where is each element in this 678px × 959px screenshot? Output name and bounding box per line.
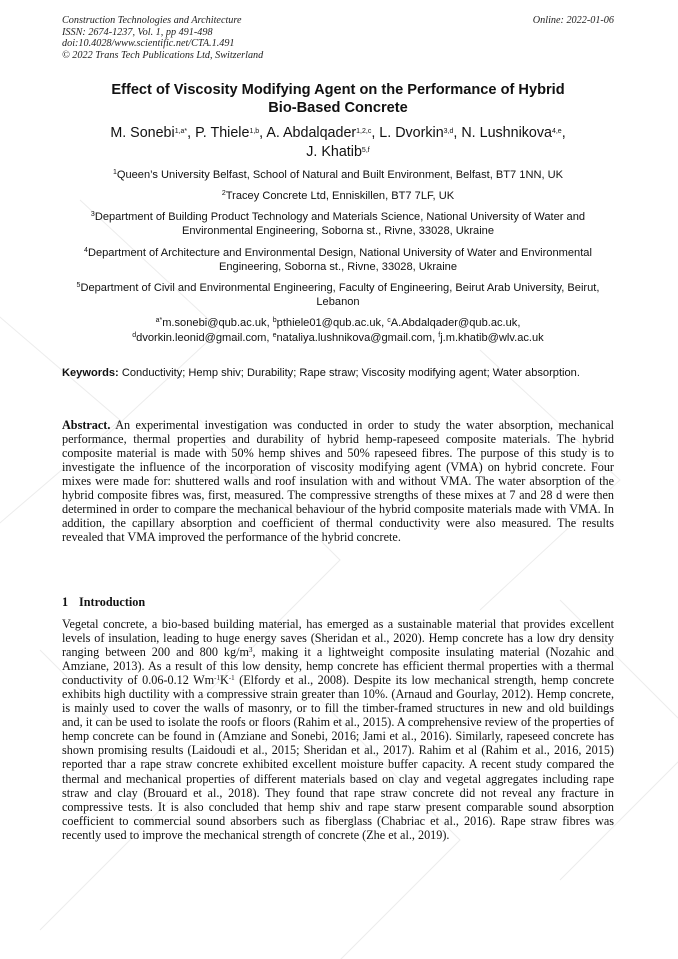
affiliation-3: $^3$Department of Building Product Technology and Materials Science, National University of Water and Environmental Engineering, Soborna st., Rivne, 33028, Ukraine xyxy=(90,211,586,238)
introduction-paragraph: Vegetal concrete, a bio-based building material, has emerged as a sustainable material that provides excellent levels of insulation, leading to huge energy saves (Sheridan et al., 2020). Hemp concrete has a low dry density ranging between 200 and 800 $kg/m^3$, making it a lightweight composite insulating material (Nozahic and Amziane, 2013). As a result of this low density, hemp concrete has efficient thermal properties with a thermal conductivity of 0.06-0.12 $Wm^{-1}K^{-1}$ (Elfordy et al., 2008). Despite its low mechanical strength, hemp concrete exhibits high ductility with a compressive strain greater than 10%. (Arnaud and Gourlay, 2012). Hemp concrete, is mainly used to cover the walls of masonry, or to fill the timber-framed structures in new and old buildings and, it can be used to isolate the roofs or floors (Rahim et al., 2015). A comprehensive review of the properties of hemp concrete can be found in (Amziane and Sonebi, 2016; Jami et al., 2016). Similarly, rapeseed concrete has shown promising results (Laidoudi et al., 2015; Sheridan et al., 2017). Rahim et al (Rahim et al., 2016, 2015) reported thar a rape straw concrete exhibited excellent moisture buffer capacity. A recent study compared the thermal and mechanical properties of different materials based on clay and vegetal aggregates including rape straw and clay (Brouard et al., 2018). They found that rape straw concrete did not reveal any fracture in compressive tests. It is also concluded that hemp shiv and rape starw present comparable sound absorption coefficient to commercial sound absorbers such as fiberglass (Chabriac et al., 2016). Rape straw fibres was recently used to improve the mechanical strength of concrete (Zhe et al., 2019). xyxy=(62,617,615,842)
author: N. Lushnikova$^{4,e}$, xyxy=(461,125,566,141)
email: $^{a*}$m.sonebi@qub.ac.uk xyxy=(155,317,267,329)
email-list: $^{a*}$m.sonebi@qub.ac.uk, $^b$pthiele01@qub.ac.uk, $^c$A.Abdalqader@qub.ac.uk, $^d$dvorkin.leonid@gmail.com, $^e$nataliya.lushnikova@gmail.com, $^f$j.m.khatib@wlv.ac.uk xyxy=(132,317,544,344)
email: $^e$nataliya.lushnikova@gmail.com xyxy=(272,331,433,344)
author: J. Khatib$^{5,f}$ xyxy=(306,143,370,160)
affiliation-5: $^5$Department of Civil and Environmental Engineering, Faculty of Engineering, Beirut Arab University, Beirut, Lebanon xyxy=(76,282,600,309)
abstract-label: Abstract. xyxy=(62,418,111,432)
affiliation-4: $^4$Department of Architecture and Environmental Design, National University of Water and Environmental Engineering, Soborna st., Rivne, 33028, Ukraine xyxy=(84,247,592,274)
doi: doi:10.4028/www.scientific.net/CTA.1.491 xyxy=(62,38,235,50)
email: $^f$j.m.khatib@wlv.ac.uk xyxy=(438,331,544,344)
keywords-label: Keywords: xyxy=(62,367,119,379)
online-date: Online: 2022-01-06 xyxy=(532,15,614,26)
section-number: 1 xyxy=(62,595,69,609)
keywords-text: Conductivity; Hemp shiv; Durability; Rape straw; Viscosity modifying agent; Water absorption. xyxy=(121,367,580,379)
email: $^c$A.Abdalqader@qub.ac.uk xyxy=(387,317,518,329)
author-list xyxy=(62,124,614,161)
title-line-1: Effect of Viscosity Modifying Agent on the Performance of Hybrid xyxy=(111,82,565,98)
author: P. Thiele$^{1,b}$, xyxy=(195,125,267,141)
issn: ISSN: 2674-1237, Vol. 1, pp 491-498 xyxy=(62,26,213,38)
section-title: Introduction xyxy=(79,595,146,609)
journal-header xyxy=(62,15,263,62)
abstract xyxy=(62,418,614,544)
copyright: © 2022 Trans Tech Publications Ltd, Switzerland xyxy=(62,50,264,62)
email: $^d$dvorkin.leonid@gmail.com xyxy=(132,331,267,344)
author: A. Abdalqader$^{1,2,c}$, xyxy=(266,125,380,141)
section-heading xyxy=(62,595,145,610)
author: M. Sonebi$^{1,a*}$, xyxy=(110,125,196,141)
title-line-2: Bio-Based Concrete xyxy=(268,100,408,116)
abstract-text: An experimental investigation was conducted in order to study the water absorption, mechanical performance, thermal properties and durability of hybrid hemp-rapeseed composite materials. The hybrid composite material is made with 50% hemp shives and 50% rapeseed fibres. The purpose of this study is to investigate the influence of the incorporation of viscosity modifying agent (VMA) on hybrid concrete. Four mixes were made for: shuttered walls and roof insulation with and without VMA. The water absorption of the hybrid composite fibres was, first, measured. The compressive strengths of these mixes at 7 and 28 d were then determined in order to compare the mechanical behaviour of the hybrid composite materials made with VMA. In addition, the capillary absorption and coefficient of thermal conductivity were also measured. The results revealed that VMA improved the performance of the hybrid concrete. xyxy=(62,418,615,545)
journal-name: Construction Technologies and Architecture xyxy=(62,15,242,26)
keywords xyxy=(62,366,614,380)
email: $^b$pthiele01@qub.ac.uk xyxy=(272,317,382,329)
affiliation-1: $^1$Queen’s University Belfast, School of Natural and Built Environment, Belfast, BT7 1NN, UK xyxy=(112,169,564,181)
affiliation-2: $^2$Tracey Concrete Ltd, Enniskillen, BT7 7LF, UK xyxy=(221,190,455,202)
paper-title xyxy=(62,81,614,117)
author: L. Dvorkin$^{3,d}$, xyxy=(379,125,462,141)
